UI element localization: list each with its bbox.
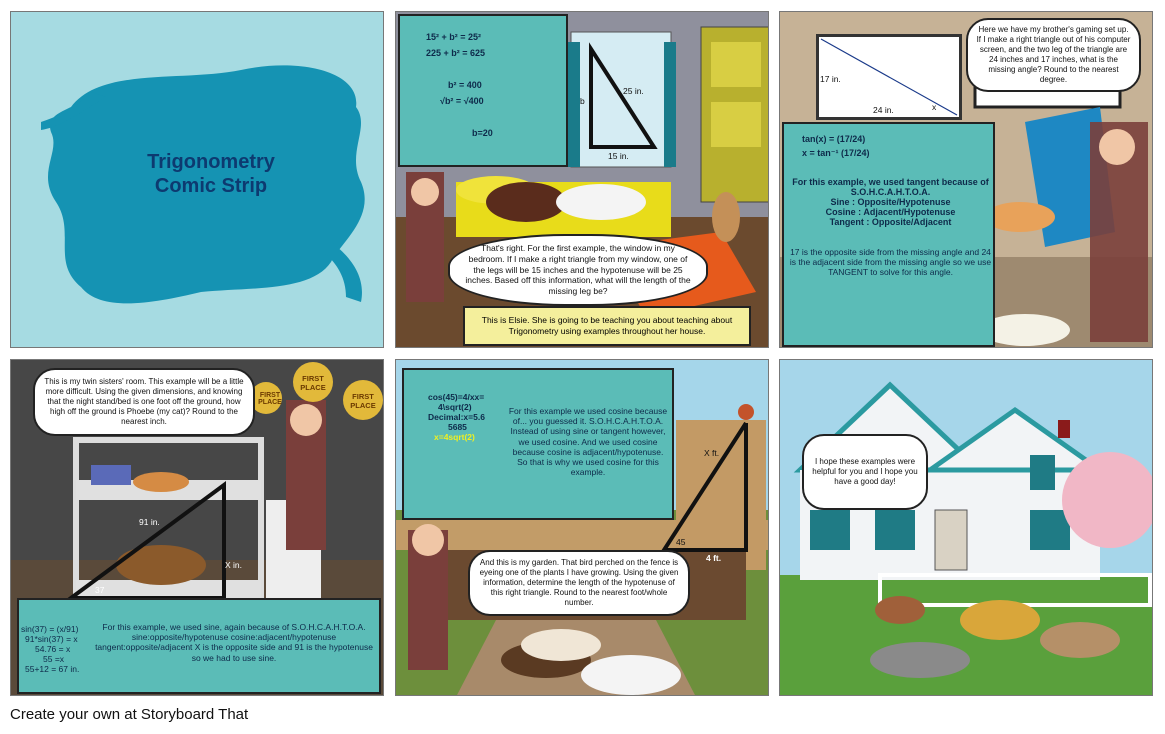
equation-line-4: √b² = √400 [440,96,484,106]
tangent-explanation-box [782,122,995,347]
cosine-work-line-2: 4\sqrt(2) [438,402,472,412]
panel-bedroom [395,11,769,348]
sine-definition: Sine : Opposite/Hypotenuse [830,197,951,207]
cosine-work-box [402,368,674,520]
equation-line-2: 225 + b² = 625 [426,48,486,58]
tangent-definition: Tangent : Opposite/Adjacent [829,217,952,227]
label-91: 91 in. [139,517,160,527]
label-angle-37: 37 [95,585,105,595]
speech-bubble-goodbye: I hope these examples were helpful for you and I hope you have a good day! [802,434,928,510]
cosine-work-line-3: Decimal:x=5.6 [428,412,485,422]
label-leg: 15 in. [608,151,629,161]
panel-house [779,359,1153,696]
equation-line-1: 15² + b² = 25² [426,32,482,42]
sine-work-line-3: 54.76 = x [35,644,71,654]
ribbon-label-2: FIRST PLACE [300,374,326,392]
label-4-ft: 4 ft. [706,553,722,563]
sine-work-box [17,598,381,694]
panel-garden [395,359,769,696]
cosine-answer: x=4sqrt(2) [434,432,475,442]
panel-gaming [779,11,1153,348]
label-17: 17 in. [820,74,841,84]
sine-work-line-2: 91*sin(37) = x [25,634,78,644]
inverse-tan-equation: x = tan⁻¹ (17/24) [802,148,870,158]
tan-equation: tan(x) = (17/24) [802,134,866,144]
label-hypotenuse: 25 in. [623,86,644,96]
ribbon-label-3: FIRST PLACE [350,392,376,410]
comic-title: Trigonometry Comic Strip [147,151,275,197]
speech-bubble-twins: This is my twin sisters' room. This example will be a little more difficult. Using the given dimensions, and knowing that the night stand/bed is one foot off the ground, how high off the ground is Phoebe (my cat)? Round to the nearest inch. [33,368,255,436]
speech-bubble-window: That's right. For the first example, the window in my bedroom. If I make a right triangle from my window, one of the legs will be 15 inches and the hypotenuse will be 25 inches. Based off this information, what will the length of the missing leg be? [448,234,708,306]
equation-box [398,14,568,167]
equation-line-3: b² = 400 [448,80,482,90]
storyboard-footer[interactable]: Create your own at Storyboard That [10,706,249,723]
cosine-work-line-4: 5685 [448,422,467,432]
cosine-explanation: For this example we used cosine because of... you guessed it. S.O.H.C.A.H.T.O.A. Instead of using sine or tangent however, we used cosine. And we used cosine because cosine is adjacent/hypotenuse. So that is why we used cosine for this example. [508,406,668,478]
speech-bubble-gaming: Here we have my brother's gaming set up. If I make a right triangle out of his computer screen, and the two leg of the triangle are 24 inches and 17 inches, what is the missing angle? Round to the nearest degree. [966,18,1141,92]
house-scene [780,360,1153,696]
cosine-definition: Cosine : Adjacent/Hypotenuse [825,207,956,217]
panel-title [10,11,384,348]
label-24: 24 in. [873,105,894,115]
sine-work-line-4: 55 =x [43,654,65,664]
panel-twins-room [10,359,384,696]
sine-work-line-1: sin(37) = (x/91) [21,624,79,634]
cosine-work-line-1: cos(45)=4/xx= [428,392,485,402]
intro-caption: This is Elsie. She is going to be teaching you about teaching about Trigonometry using examples throughout her house. [463,306,751,346]
ribbon-label-1: FIRST PLACE [258,392,282,406]
tangent-reason: For this example, we used tangent because of S.O.H.C.A.H.T.O.A. [792,177,989,197]
speech-bubble-garden: And this is my garden. That bird perched on the fence is eyeing one of the plants I have growing. Using the given information, determine the length of the hypotenuse of this right triangle. Round to the nearest foot/whole number. [468,550,690,616]
label-45: 45 [676,537,686,547]
label-b: b [580,96,585,106]
sine-work-line-5: 55+12 = 67 in. [25,664,80,674]
sine-explanation: For this example, we used sine, again because of S.O.H.C.A.H.T.O.A. sine:opposite/hypotenuse cosine:adjacent/hypotenuse tangent:opposite/adjacent X is the opposite side and 91 is the hypotenuse so we had to use sine. [95,622,373,663]
label-x-in: X in. [225,560,243,570]
label-x: x [932,102,937,112]
label-x-ft: X ft. [704,448,720,458]
tangent-explanation: 17 is the opposite side from the missing angle and 24 is the adjacent side from the missing angle so we use TANGENT to solve for this angle. [789,247,992,278]
equation-result: b=20 [472,128,493,138]
